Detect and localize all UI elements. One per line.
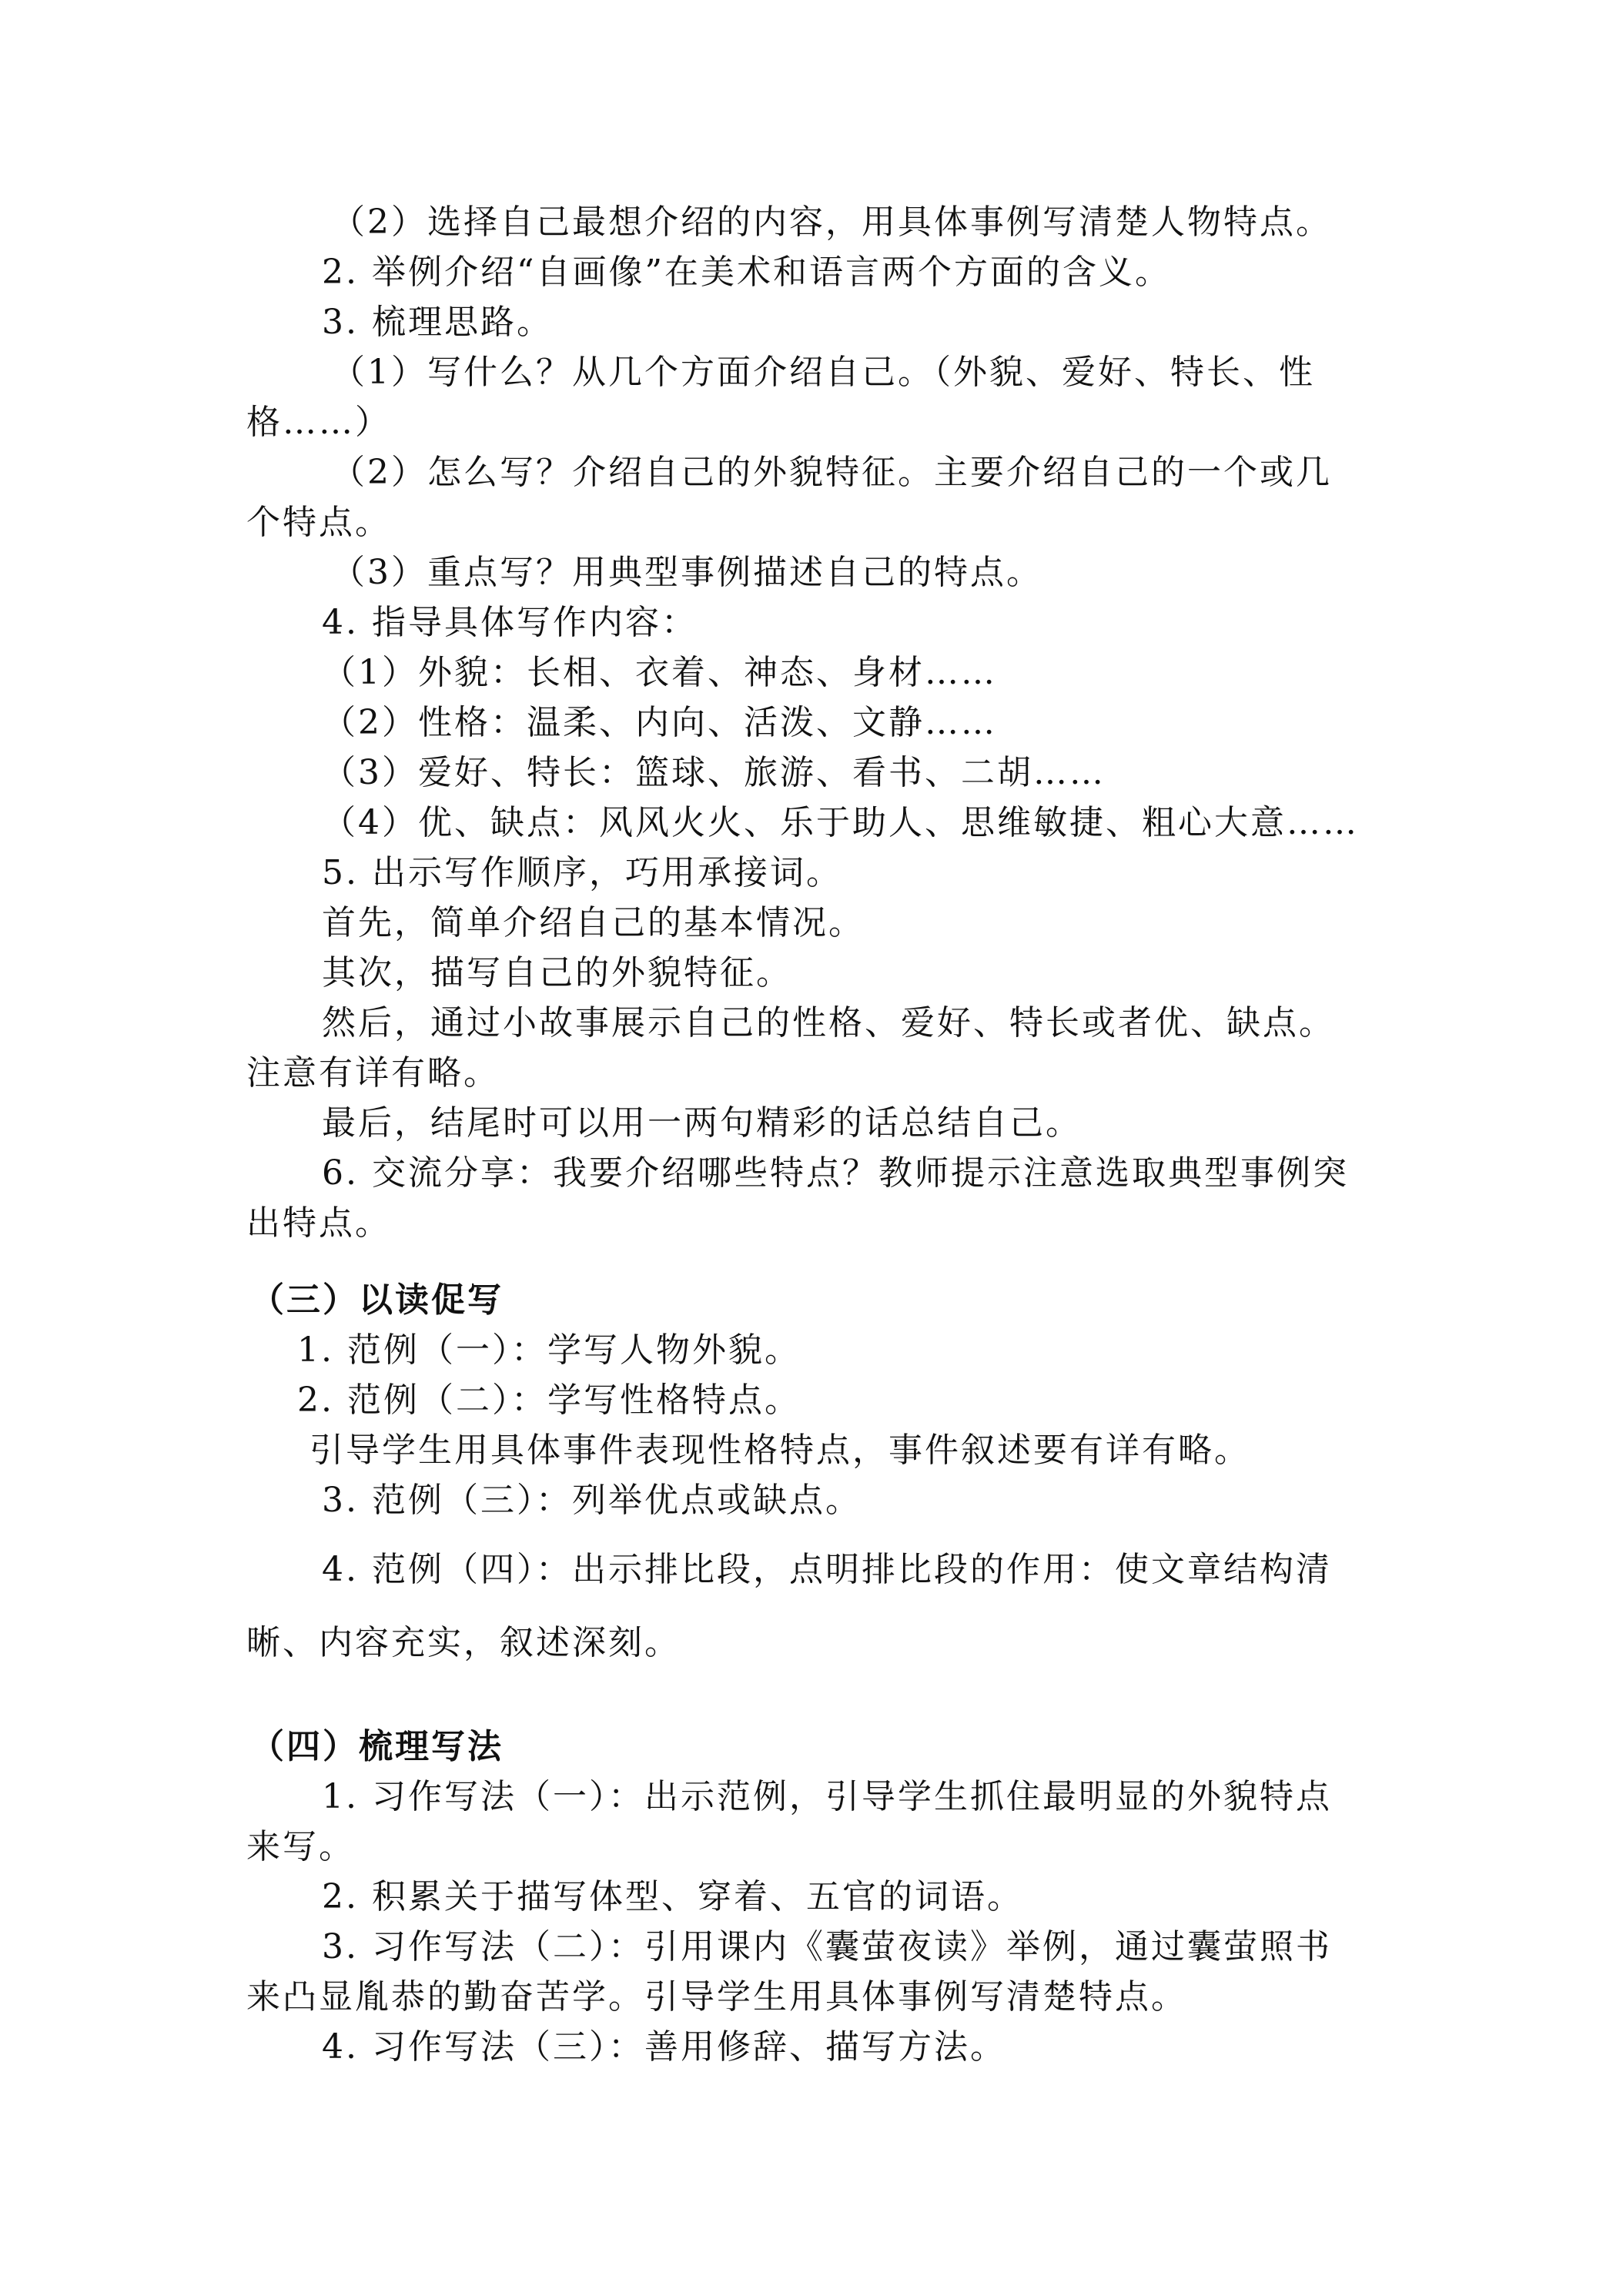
text-line: 2. 积累关于描写体型、穿着、五官的词语。 <box>322 1877 1023 1916</box>
text-line: 2. 范例（二）：学写性格特点。 <box>297 1381 801 1420</box>
section-heading: （三）以读促写 <box>250 1280 504 1320</box>
text-line: 个特点。 <box>246 503 391 542</box>
text-line: 4. 指导具体写作内容： <box>322 603 698 642</box>
text-line: 出特点。 <box>246 1203 391 1243</box>
text-line: （2）怎么写？介绍自己的外貌特征。主要介绍自己的一个或几 <box>331 453 1332 492</box>
text-line: 2. 举例介绍“自画像”在美术和语言两个方面的含义。 <box>322 253 1171 292</box>
text-line: （3）重点写？用典型事例描述自己的特点。 <box>331 553 1042 592</box>
text-line: 3. 梳理思路。 <box>322 303 553 342</box>
text-line: 1. 习作写法（一）：出示范例，引导学生抓住最明显的外貌特点 <box>322 1777 1332 1816</box>
text-line: 最后，结尾时可以用一两句精彩的话总结自己。 <box>322 1103 1082 1143</box>
text-line: （2）性格：温柔、内向、活泼、文静…… <box>322 703 997 742</box>
text-line: 其次，描写自己的外貌特征。 <box>322 953 792 992</box>
section-heading: （四）梳理写法 <box>250 1727 504 1766</box>
text-line: （1）写什么？从几个方面介绍自己。（外貌、爱好、特长、性 <box>331 353 1315 392</box>
text-line: 4. 范例（四）：出示排比段，点明排比段的作用：使文章结构清 <box>322 1550 1332 1589</box>
text-line: 晰、内容充实，叙述深刻。 <box>246 1623 681 1662</box>
text-line: 格……） <box>246 403 391 442</box>
text-line: 3. 习作写法（二）：引用课内《囊萤夜读》举例，通过囊萤照书 <box>322 1927 1332 1966</box>
text-line: 引导学生用具体事件表现性格特点，事件叙述要有详有略。 <box>310 1431 1250 1470</box>
text-line: （3）爱好、特长：篮球、旅游、看书、二胡…… <box>322 753 1106 792</box>
text-line: 来写。 <box>246 1827 355 1866</box>
text-line: （1）外貌：长相、衣着、神态、身材…… <box>322 653 997 692</box>
text-line: 4. 习作写法（三）：善用修辞、描写方法。 <box>322 2027 1006 2067</box>
text-line: 首先，简单介绍自己的基本情况。 <box>322 903 865 942</box>
text-line: （4）优、缺点：风风火火、乐于助人、思维敏捷、粗心大意…… <box>322 803 1359 842</box>
text-line: 来凸显胤恭的勤奋苦学。引导学生用具体事例写清楚特点。 <box>246 1977 1187 2017</box>
text-line: 1. 范例（一）：学写人物外貌。 <box>297 1330 801 1370</box>
text-line: （2）选择自己最想介绍的内容，用具体事例写清楚人物特点。 <box>331 202 1332 242</box>
text-line: 5. 出示写作顺序，巧用承接词。 <box>322 853 842 892</box>
text-line: 6. 交流分享：我要介绍哪些特点？教师提示注意选取典型事例突 <box>322 1153 1349 1193</box>
text-line: 3. 范例（三）：列举优点或缺点。 <box>322 1481 862 1520</box>
text-line: 注意有详有略。 <box>246 1053 500 1093</box>
text-line: 然后，通过小故事展示自己的性格、爱好、特长或者优、缺点。 <box>322 1003 1335 1043</box>
